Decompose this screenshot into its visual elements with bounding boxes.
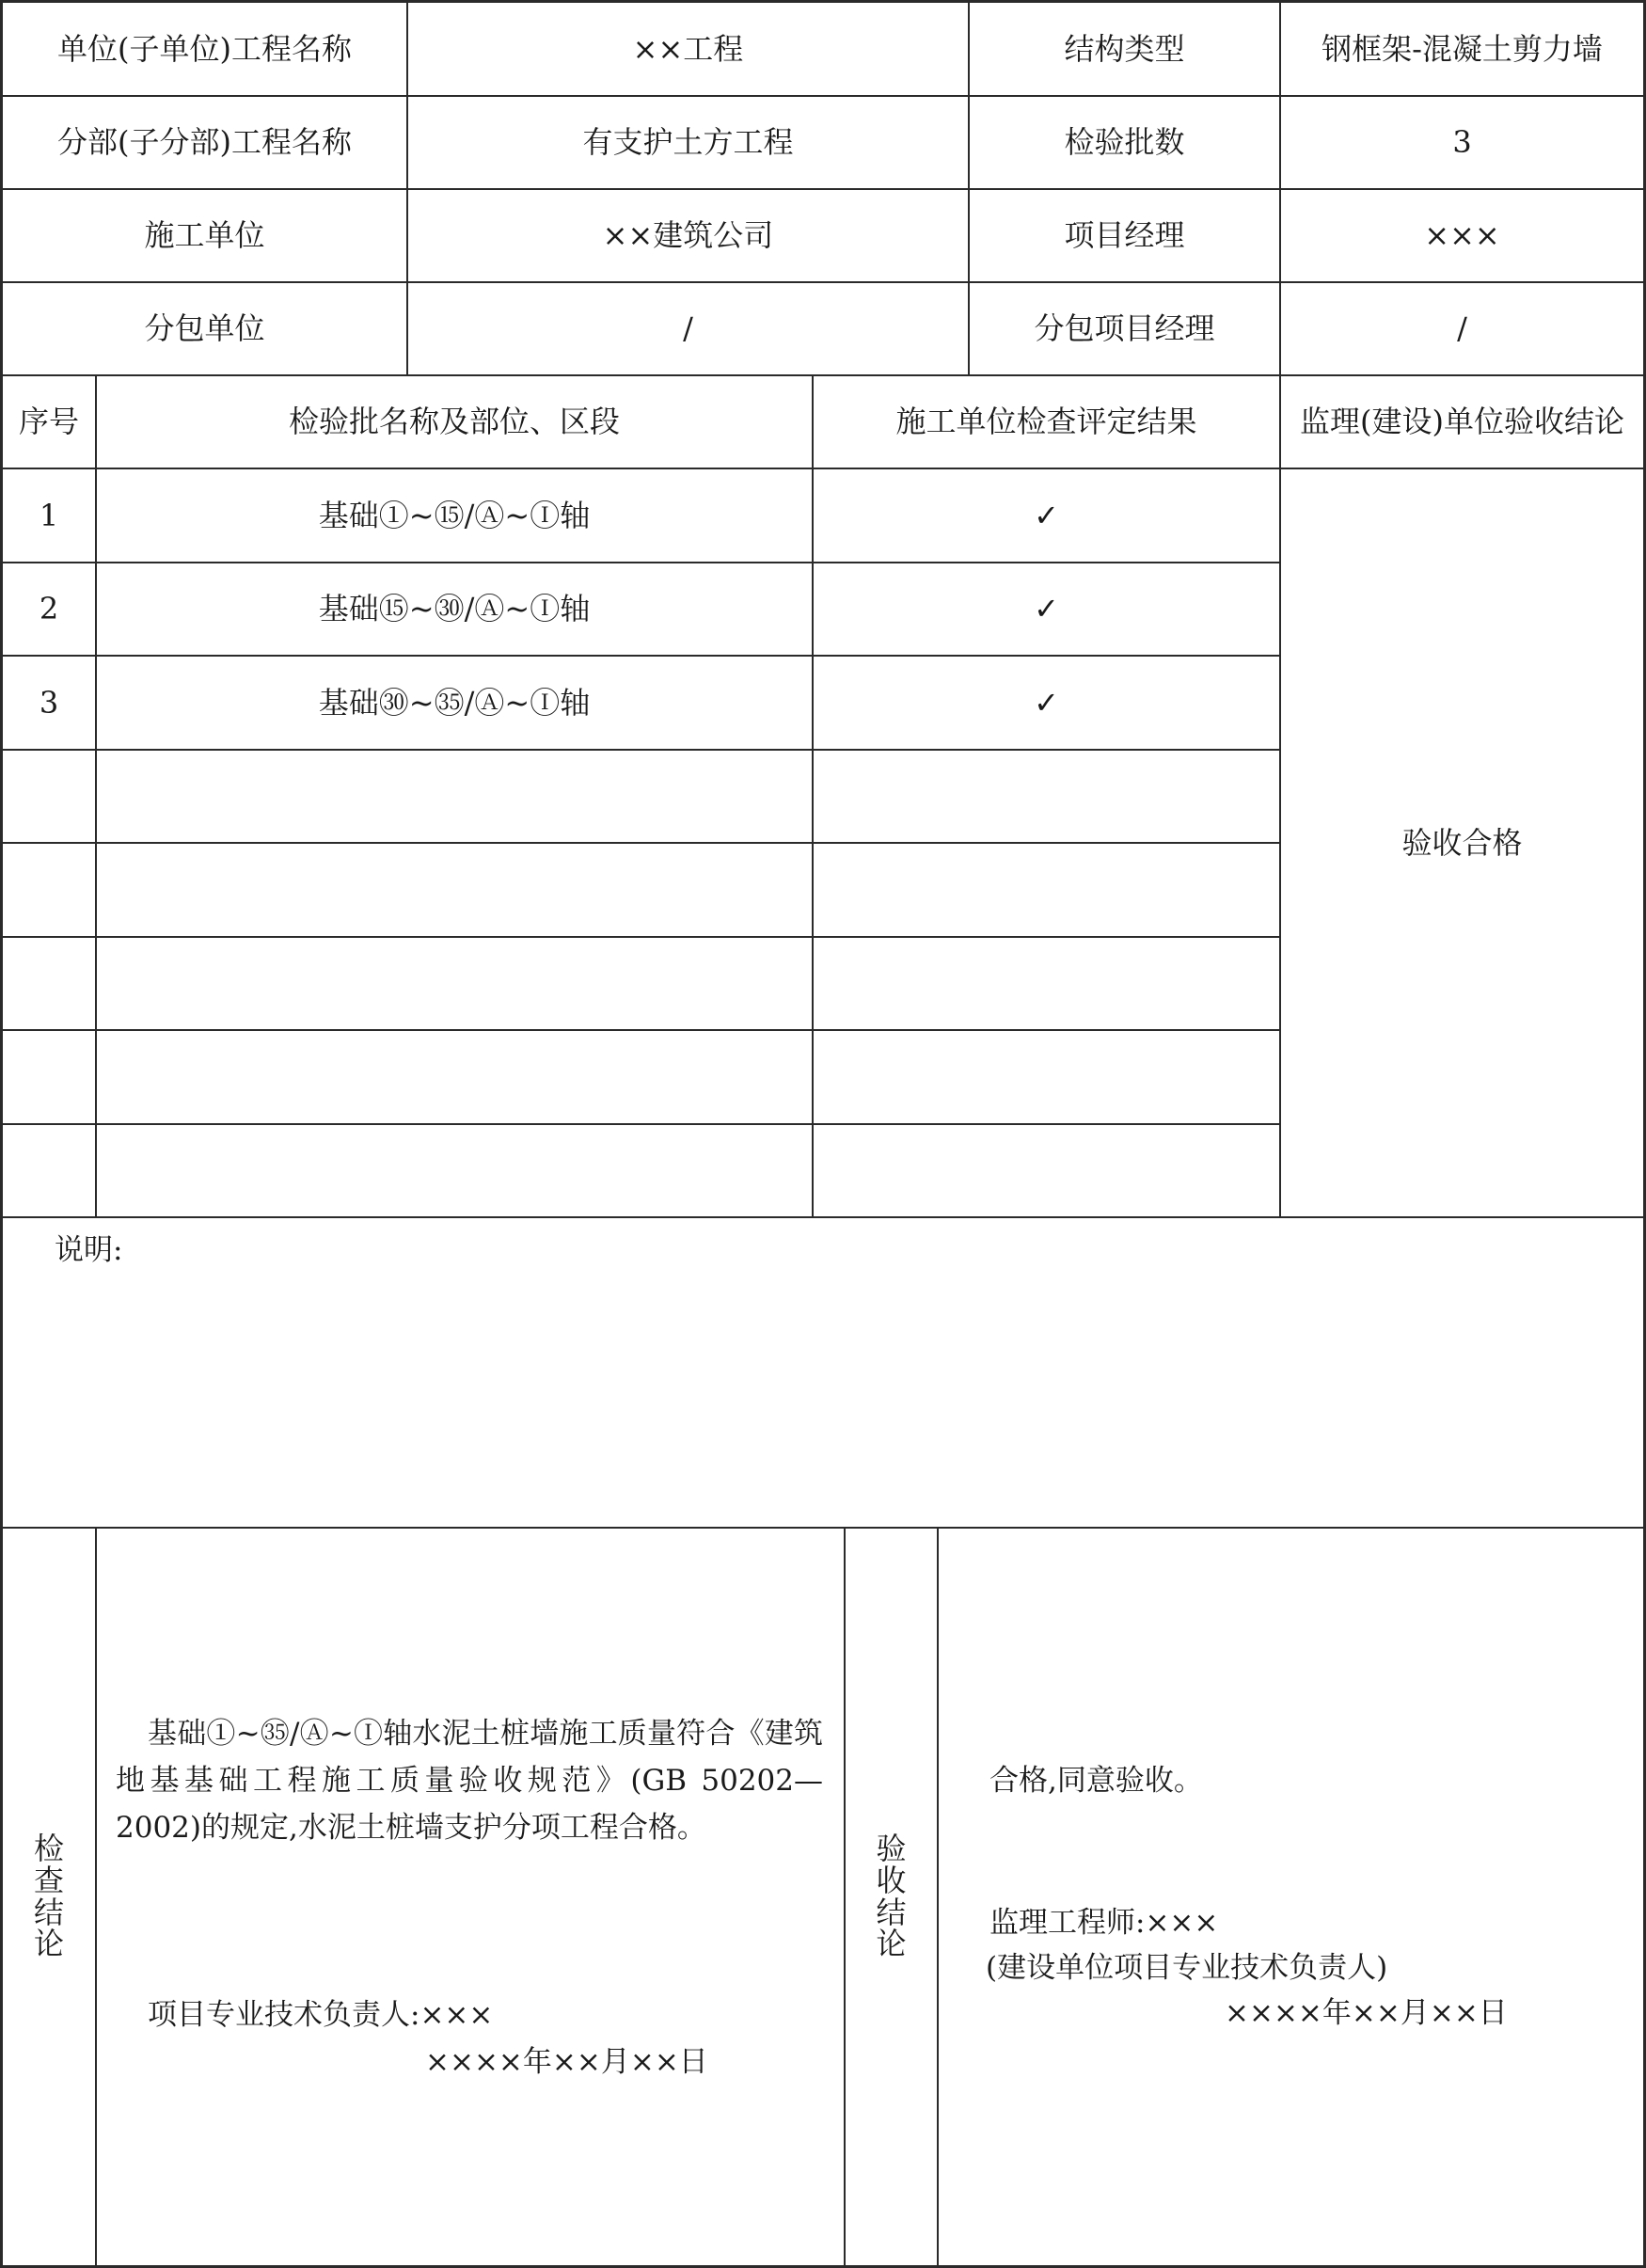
row-result <box>814 844 1279 936</box>
vline <box>937 1528 939 2267</box>
structure-type-value: 钢框架-混凝土剪力墙 <box>1322 30 1603 67</box>
title-char: 论 <box>876 1926 907 1962</box>
sub-pm-value: / <box>1457 310 1467 347</box>
contractor-value: ××建筑公司 <box>602 217 774 254</box>
acceptance-date: ××××年××月××日 <box>1225 1996 1508 2030</box>
col-seq-header: 序号 <box>18 404 79 440</box>
title-char: 结 <box>876 1894 907 1930</box>
subcontractor-label: 分包单位 <box>144 310 265 347</box>
acceptance-engineer: 监理工程师:××× <box>989 1906 1219 1940</box>
row-result <box>814 1125 1279 1216</box>
row-name: 基础①~⑮/Ⓐ~Ⓘ轴 <box>318 497 591 533</box>
row-seq <box>3 751 95 842</box>
structure-type-label: 结构类型 <box>1064 30 1185 67</box>
row-seq: 1 <box>39 497 59 533</box>
title-char: 验 <box>876 1831 907 1867</box>
row-seq: 3 <box>39 684 59 721</box>
acceptance-conclusion-title <box>846 1529 937 2265</box>
division-value: 有支护土方工程 <box>582 124 794 161</box>
row-result: ✓ <box>1034 591 1059 627</box>
hline <box>0 1216 1646 1218</box>
contractor-label: 施工单位 <box>144 217 265 254</box>
title-char: 收 <box>876 1862 907 1898</box>
col-result-header: 施工单位检查评定结果 <box>895 404 1197 440</box>
unit-project-value: ××工程 <box>632 30 744 67</box>
inspection-date: ××××年××月××日 <box>425 2045 708 2079</box>
row-result <box>814 938 1279 1029</box>
row-name <box>97 1125 812 1216</box>
row-name <box>97 1031 812 1123</box>
acceptance-text: 合格,同意验收。 <box>989 1764 1203 1798</box>
acceptance-engineer-alt: (建设单位项目专业技术负责人) <box>986 1951 1388 1985</box>
batch-count-label: 检验批数 <box>1064 124 1185 161</box>
pm-label: 项目经理 <box>1064 217 1185 254</box>
row-result <box>814 751 1279 842</box>
vline <box>95 1528 97 2267</box>
col-name-header: 检验批名称及部位、区段 <box>288 404 620 440</box>
row-seq <box>3 1125 95 1216</box>
row-result: ✓ <box>1034 497 1059 533</box>
row-seq <box>3 1031 95 1123</box>
row-seq <box>3 938 95 1029</box>
row-result: ✓ <box>1034 684 1059 721</box>
row-result <box>814 1031 1279 1123</box>
row-name <box>97 751 812 842</box>
unit-project-label: 单位(子单位)工程名称 <box>57 30 352 67</box>
hline <box>0 1527 1646 1529</box>
inspection-conclusion-title <box>3 1529 95 2265</box>
division-label: 分部(子分部)工程名称 <box>57 124 352 161</box>
row-name: 基础㉚~㉟/Ⓐ~Ⓘ轴 <box>318 684 591 721</box>
col-conclusion-header: 监理(建设)单位验收结论 <box>1300 404 1624 440</box>
row-name: 基础⑮~㉚/Ⓐ~Ⓘ轴 <box>318 591 591 627</box>
row-name <box>97 844 812 936</box>
row-seq <box>3 844 95 936</box>
subcontractor-value: / <box>683 310 693 347</box>
batch-count-value: 3 <box>1452 124 1472 161</box>
remarks-label: 说明: <box>55 1233 123 1267</box>
title-char: 结 <box>33 1894 64 1930</box>
sub-pm-label: 分包项目经理 <box>1034 310 1215 347</box>
title-char: 论 <box>33 1926 64 1962</box>
pm-value: ××× <box>1424 217 1500 254</box>
inspection-text: 基础①~㉟/Ⓐ~Ⓘ轴水泥土桩墙施工质量符合《建筑地基基础工程施工质量验收规范》(GB 50202—2002)的规定,水泥土桩墙支护分项工程合格。 <box>116 1717 823 1845</box>
title-char: 查 <box>33 1862 64 1898</box>
row-seq: 2 <box>39 591 59 627</box>
row-name <box>97 938 812 1029</box>
supervision-conclusion: 验收合格 <box>1401 824 1523 861</box>
inspection-signer: 项目专业技术负责人:××× <box>148 1998 494 2032</box>
title-char: 检 <box>33 1831 64 1867</box>
